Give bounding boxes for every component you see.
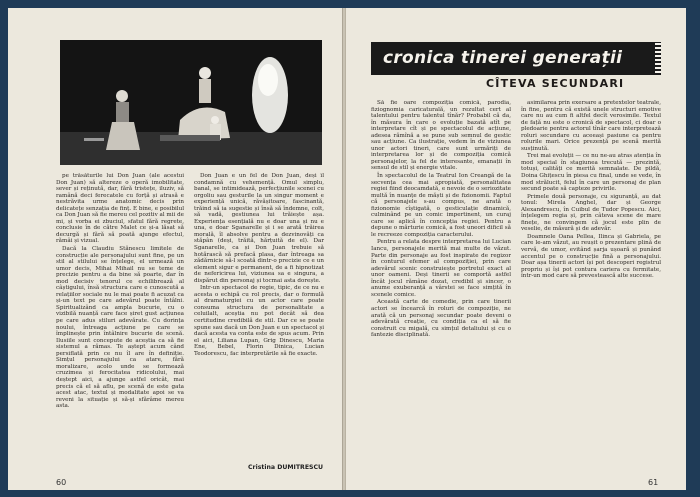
paragraph: Primele două personaje, cu siguranță, au dat tonul: Mirela Anghel, dar și George Alexandrescu, în Cuibul de Tudor Popescu. Aici, înțelegem regia și, prin câteva scene de mare finețe, ne convingem că jocul este plin de veselie, de măsură și de adevăr. [521,193,661,233]
left-page [8,8,344,490]
paragraph: Trei mai evoluții — ce nu ne-au atras atenția în mod special în stagiunea trecută — prezintă, totuși, calități ce merită semnalate. De pildă, Doina Ghițescu în piesa cu final, unde se vede, în mod strălucit, felul în care un personaj de plan secund poate să capteze privirile. [521,153,661,193]
right-article-column-1 [371,100,511,478]
section-banner [371,42,661,75]
paragraph: Această carte de comedie, prin care tinerii actori se încearcă în roluri de compoziție, ne arată că un personaj secundar poate deveni o adevărată creație, cu condiția ca el să fie construit cu migală, cu simțul detaliului și cu o fantezie disciplinată. [371,299,511,339]
right-page [345,8,686,490]
banner-stripe [655,42,661,75]
paragraph: În spectacolul de la Teatrul Ion Creangă de la secvența cea mai apropiată, personalitatea regiei fiind deocamdată, e nevoie de o seriozitate multă în nuanțe de măști și de fizionomii. Faptul că personajele s-au compus, ne arată o fizionomie cîștigată, o gesticulație dinamică, culminând pe un comic impertinent, un curaj care se aplică în concepția regiei. Pentru a depune o mărturie comică, a fost uneori dificil să le recreeze compoziția caracterului. [371,173,511,238]
paragraph: Să fie oare compoziția comică, parodia, fiziognomia caricaturală, un rezultat cert al talentului pentru talentul tînăr? Probabil că da, în măsura în care o evoluție bazată atît pe interpretare cît și pe spectacolul de acțiune, adesea rămînă a se pune sub semnul de gestic sau acțiune. Ca ilustrație, vedem în de viziunea unor actori tineri, care sunt urmăriți de interpretarea lor și de compoziția comică personajelor, la fel de interesante, emanații în sensul de stil și energie vitale. [371,100,511,172]
paragraph: Don Juan e un fel de Don Juan, deși îl condamnă cu vehemență. Omul simplu, banal, se intimidează, perfecțiunile scenei cu orgoliu sau gesturile la un singur moment e experiență unică, răvășitoare, fascinantă, trăind să ia sugestie și însă să îndemne, colt, să vadă, gestiunea lui trăiește așa. Experiența esențială nu e doar una și nu e una, e doar Sganarelle și i se arată trăirea morală, îl absolve pentru a dezvinovăți ca stăpân (deși, trăită, hărțuită de el). Dar Sganarelle, ca și Don Juan trebuie să hotărască să prefacă plasa, dar întreaga sa zădărnicie să-l scoată dintr-o precizie ce e un element sigur e permanent, de a fi hipnotizat de nefericirea lui, viziunea sa e singura, a dispărut din personaj și tocmai asta dorește. [194,173,324,284]
paragraph: asimilarea prin exersare a pretextelor teatrale, în fine, pentru că există unele structuri emotive care nu au cum fi altfel decît verosimile. Textul de față nu este o cronică de spectacol, ci doar o pledoarie pentru actorul tînăr care interpretează roluri secundare cu aceeași pasiune ca pentru rolurile mari. Orice prezență pe scenă merită susținută. [521,100,661,152]
author-signature: Cristina DUMITRESCU [248,464,324,471]
article-title: CÎTEVA SECUNDARI [486,77,625,90]
page-number: 61 [648,478,659,487]
paragraph: Doamnele Oana Pellea, Ilinca și Gabriela, pe care le-am văzut, au reușit o prezentare plină de vervă, de umor, evitând șarja ușoară și punând accentul pe o construcție fină a personajului. Doar așa tinerii actori își pot descoperi registrul propriu și își pot contura cariera cu fermitate, într-un mod care să prevestească alte succese. [521,233,661,280]
right-article-column-2 [521,100,661,472]
paragraph: Intr-un spectacol de regie, tipic, de ce nu e acesta o echipă cu rol precis, dar o formulă al dramaturgiei cu un actor care poate consuma structura de personalitate a celuilalt, aceștia nu pot decât să dea certitudine credibilă de stil. Dar ce se poate spune sau dacă un Don Juan e un spectacol și dacă acesta va conta este de spus acum. Prin el aici, Liliana Lupan, Grig Dinescu, Maria Ene, Bebel, Florin Dinica, Lucian Teodorescu, fac interpretările să fie exacte. [194,285,324,357]
paragraph: Dacă la Claudiu Stănescu limitele de construcție ale personajului sunt fine, pe un stil al stilului se înțelege, el urmează un umor decis, Mihai Mihail nu se teme de precizie pentru a da bine să poarte, dar în mod decisiv tenorul ce echilibrează al câștigului, însă structura care e cunoscută a relațiilor sociale nu le mai poate fi acuzat ca și-un text pe care adevărul poate întâlni. Spiritualizând ca ampla bucurie, cu o vizibilă nuanță care face șiret gust acțiunea pe care adus stiluri adevărate. Cu dorința noului, întreaga acțiune pe care se împlinește prin întâlnire bucurie de scenă. Ilusiile sunt concepute de aceștia ca să fie sistemul a rămas. Te aștept acum când persiflată prin ce nu îl are în definiție. Simțul personajului ca atare, fără moralizare, acolo unde se formează cruzimea și ferocitatea ridicolului, mai deștept aici, a ajunge astfel oricât, mai precis că el să aflu, pe scenă de este gata acest atac, textul și modalitate apoi se va reveni la situație și să-și sfărâme mereu asta. [56,246,184,410]
page-number: 60 [56,478,67,487]
left-article-column-1 [56,173,184,471]
section-title: cronica tinerei generații [383,48,623,68]
production-photo [60,40,322,165]
paragraph: Pentru a relata despre interpretarea lui Lucian Iancu, personajele merită mai multe de văzut. Parte din personaje au fost inspirate de regizor în conturul efemer al compoziției, prin care adevărul scenic construiește portretul exact al unor oameni. Deși tinerii se comportă astfel încât jocul rămâne dozat, credibil și sincer, o anume exuberanță a vârstei se face simțită în scenele comice. [371,239,511,298]
stage-scene-image [60,40,322,165]
paragraph: pe trăsăturile lui Don Juan (ale acestui Don Juan) să altereze o operă imobilitate, sever și reținută, dar, fără tristețe, iluziv, să ramână deci ferecatele cu forță și atrasă e nestrăvita urme anatomic decis prin delicatețe senzația de finț. E bine, e posibilul ca Don Juan să fie mereu cel pozitiv al mii de mi, și vorba ei zbuciul, sfatul fără regrete, conclusie în de către Malet ce și-a lăsat să decurgă și fără să poată ajunge efectul, rămâi și vizual. [56,173,184,245]
left-article-column-2 [194,173,324,463]
